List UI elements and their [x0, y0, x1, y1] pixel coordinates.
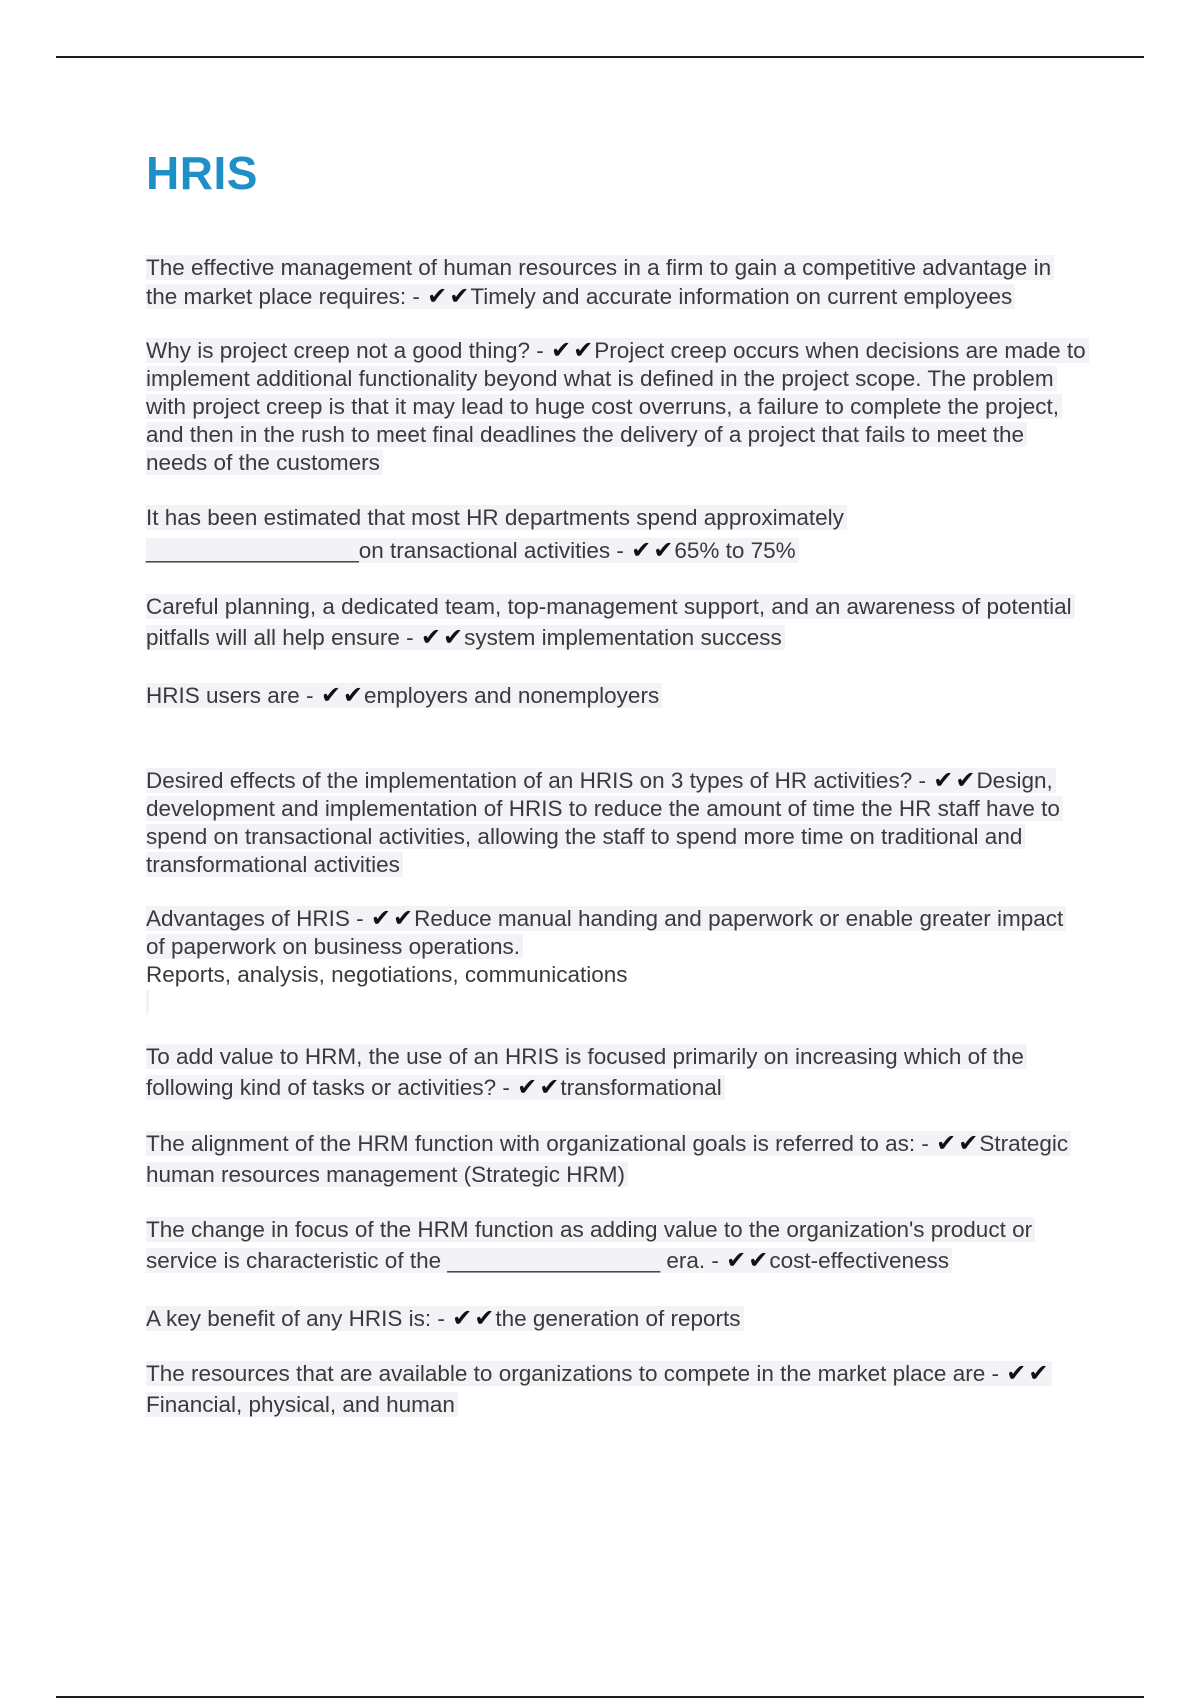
question-text: To add value to HRM, the use of an HRIS is focused primarily on increasing which of the following kind of tasks or activities? -: [146, 1044, 1024, 1100]
answer-text: Strategic human resources management (Strategic HRM): [146, 1131, 1069, 1187]
check-icon: ✔: [443, 623, 464, 651]
qa-list: [146, 253, 1086, 1420]
check-icon: ✔: [936, 1129, 957, 1157]
check-icon: ✔: [392, 904, 414, 932]
qa-item: [146, 502, 1086, 567]
question-text: Desired effects of the implementation of an HRIS on 3 types of HR activities? -: [146, 768, 926, 793]
check-icon: ✔: [748, 1246, 769, 1274]
check-icon: ✔: [539, 1073, 560, 1101]
check-icon: ✔: [320, 681, 341, 709]
check-icon: ✔: [452, 1304, 473, 1332]
check-icon: ✔: [420, 623, 441, 651]
check-icon: ✔: [573, 336, 594, 364]
qa-item: [146, 681, 1086, 710]
check-icon: ✔: [933, 766, 954, 794]
check-icon: ✔: [342, 681, 364, 709]
check-icon: ✔: [449, 282, 470, 310]
check-icon: ✔: [726, 1246, 747, 1274]
answer-text: system implementation success: [464, 625, 782, 650]
page-title: HRIS: [146, 147, 258, 199]
qa-item: [146, 336, 1086, 477]
check-icon: ✔: [955, 766, 976, 794]
bottom-rule: [56, 1696, 1144, 1698]
answer-text: Timely and accurate information on current employees: [470, 284, 1013, 309]
question-text: It has been estimated that most HR departments spend approximately _________________on transactional activities -: [146, 505, 844, 563]
answer-text: employers and nonemployers: [364, 683, 660, 708]
qa-item: [146, 1215, 1086, 1276]
check-icon: ✔: [427, 282, 448, 310]
answer-text: Project creep occurs when decisions are made to implement additional functionality beyond what is defined in the project scope. The problem with project creep is that it may lead to huge cost overruns, a failure to complete the project, and then in the rush to meet final deadlines the delivery of a project that fails to meet the needs of the customers: [146, 338, 1086, 475]
check-icon: ✔: [1006, 1359, 1027, 1387]
answer-text: the generation of reports: [495, 1306, 741, 1331]
top-rule: [56, 56, 1144, 58]
qa-item: [146, 1128, 1086, 1190]
question-text: The resources that are available to organizations to compete in the market place are -: [146, 1361, 999, 1386]
question-text: The alignment of the HRM function with organizational goals is referred to as: -: [146, 1131, 929, 1156]
answer-text: Design, development and implementation of HRIS to reduce the amount of time the HR staff have to spend on transactional activities, allowing the staff to spend more time on traditional and transformational activities: [146, 768, 1060, 877]
check-icon: ✔: [370, 904, 391, 932]
answer-text: 65% to 75%: [674, 538, 796, 563]
qa-item: [146, 904, 1086, 1017]
check-icon: ✔: [1028, 1359, 1049, 1387]
check-icon: ✔: [631, 536, 652, 564]
check-icon: ✔: [517, 1073, 538, 1101]
answer-text: Reduce manual handing and paperwork or enable greater impact of paperwork on business operations.: [146, 906, 1064, 959]
check-icon: ✔: [653, 536, 674, 564]
check-icon: ✔: [550, 336, 572, 364]
answer-extra-text: Reports, analysis, negotiations, communications: [146, 962, 628, 987]
answer-text: transformational: [560, 1075, 722, 1100]
qa-item: [146, 253, 1086, 311]
answer-text: cost-effectiveness: [769, 1248, 950, 1273]
question-text: A key benefit of any HRIS is: -: [146, 1306, 445, 1331]
question-text: The effective management of human resources in a firm to gain a competitive advantage in the market place requires: -: [146, 255, 1052, 309]
qa-item: [146, 1042, 1086, 1103]
qa-item: [146, 766, 1086, 879]
check-icon: ✔: [958, 1129, 979, 1157]
check-icon: ✔: [474, 1304, 495, 1332]
question-text: Why is project creep not a good thing? -: [146, 338, 544, 363]
question-text: Careful planning, a dedicated team, top-management support, and an awareness of potential pitfalls will all help ensure -: [146, 594, 1072, 650]
qa-item: [146, 1304, 1086, 1333]
qa-item: [146, 592, 1086, 653]
question-text: Advantages of HRIS -: [146, 906, 364, 931]
question-text: HRIS users are -: [146, 683, 314, 708]
answer-text: Financial, physical, and human: [146, 1392, 455, 1417]
qa-item: [146, 1358, 1086, 1420]
question-text: The change in focus of the HRM function as adding value to the organization's product or service is characteristic of the _________________ era. -: [146, 1217, 1033, 1273]
